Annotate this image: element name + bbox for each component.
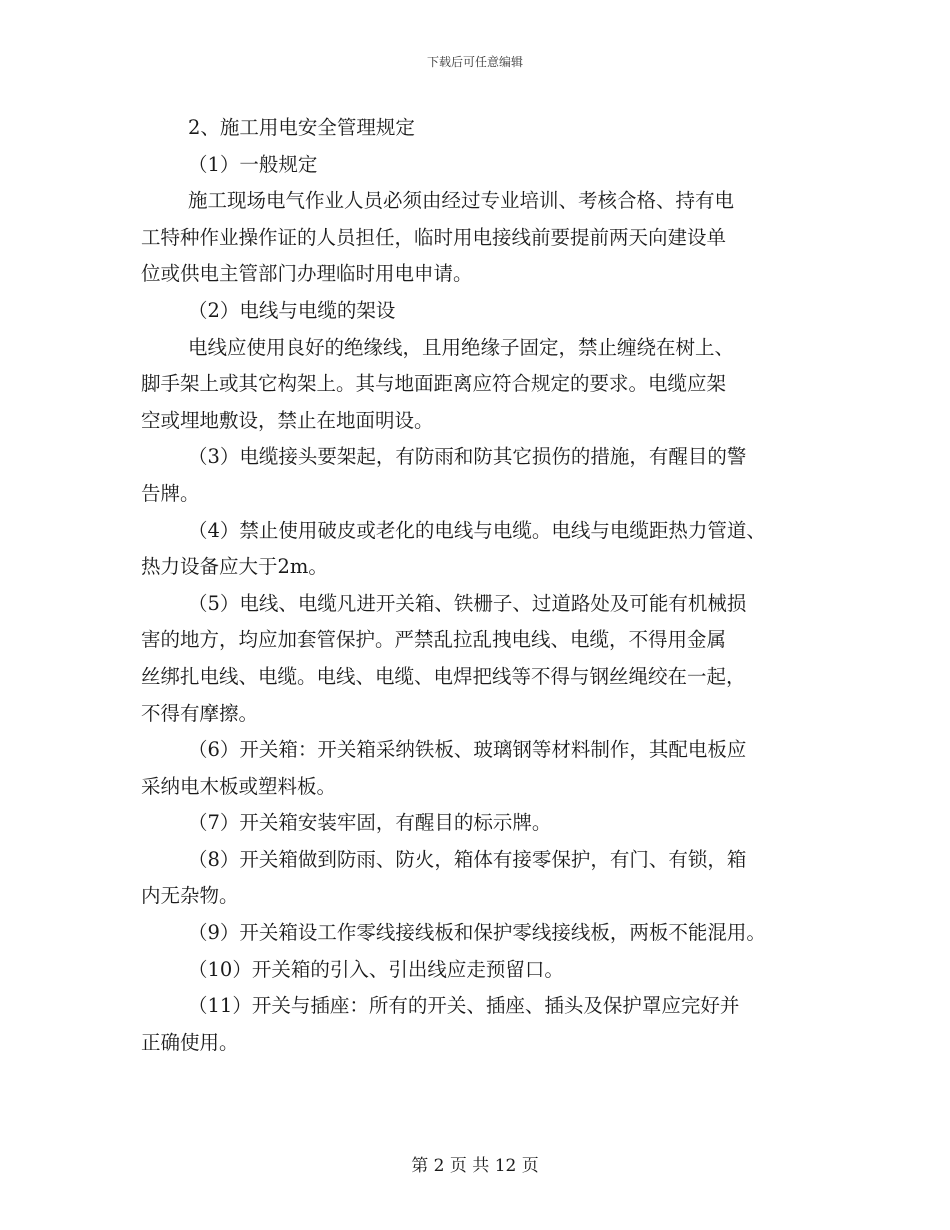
page-number-footer: 第 2 页 共 12 页 [411, 1156, 539, 1176]
paragraph-line: （3）电缆接头要架起，有防雨和防其它损伤的措施，有醒目的警 [188, 445, 747, 469]
paragraph-line: （5）电线、电缆凡进开关箱、铁栅子、过道路处及可能有机械损 [188, 591, 747, 615]
paragraph-line: 热力设备应大于2m。 [141, 555, 328, 579]
subheading: （2）电线与电缆的架设 [188, 298, 396, 322]
document-body [141, 110, 813, 1061]
paragraph-line: 内无杂物。 [141, 884, 239, 908]
paragraph-line: （10）开关箱的引入、引出线应走预留口。 [188, 957, 564, 981]
paragraph-line: 位或供电主管部门办理临时用电申请。 [141, 262, 473, 286]
paragraph-line: 正确使用。 [141, 1030, 239, 1054]
paragraph-line: （8）开关箱做到防雨、防火，箱体有接零保护，有门、有锁，箱 [188, 847, 747, 871]
paragraph-line: 采纳电木板或塑料板。 [141, 774, 337, 798]
paragraph-line: （9）开关箱设工作零线接线板和保护零线接线板，两板不能混用。 [188, 921, 766, 945]
paragraph-line: 害的地方，均应加套管保护。严禁乱拉乱拽电线、电缆，不得用金属 [141, 628, 727, 652]
paragraph-line: 空或埋地敷设，禁止在地面明设。 [141, 408, 434, 432]
paragraph-line: （6）开关箱：开关箱采纳铁板、玻璃钢等材料制作，其配电板应 [188, 738, 747, 762]
paragraph-line: （4）禁止使用破皮或老化的电线与电缆。电线与电缆距热力管道、 [188, 518, 766, 542]
page-header: 下载后可任意编辑 [426, 55, 523, 69]
paragraph-line: 工特种作业操作证的人员担任，临时用电接线前要提前两天向建设单 [141, 225, 727, 249]
section-heading: 2、施工用电安全管理规定 [188, 116, 415, 139]
paragraph-line: 丝绑扎电线、电缆。电线、电缆、电焊把线等不得与钢丝绳绞在一起， [141, 664, 746, 688]
paragraph-line: 电线应使用良好的绝缘线，且用绝缘子固定，禁止缠绕在树上、 [188, 335, 735, 359]
paragraph-line: 不得有摩擦。 [141, 701, 259, 725]
paragraph-line: 施工现场电气作业人员必须由经过专业培训、考核合格、持有电 [188, 189, 735, 213]
paragraph-line: （11）开关与插座：所有的开关、插座、插头及保护罩应完好并 [188, 994, 740, 1018]
paragraph-line: 告牌。 [141, 481, 200, 505]
subheading: （1）一般规定 [188, 152, 318, 176]
paragraph-line: 脚手架上或其它构架上。其与地面距离应符合规定的要求。电缆应架 [141, 372, 727, 396]
paragraph-line: （7）开关箱安装牢固，有醒目的标示牌。 [188, 811, 552, 835]
